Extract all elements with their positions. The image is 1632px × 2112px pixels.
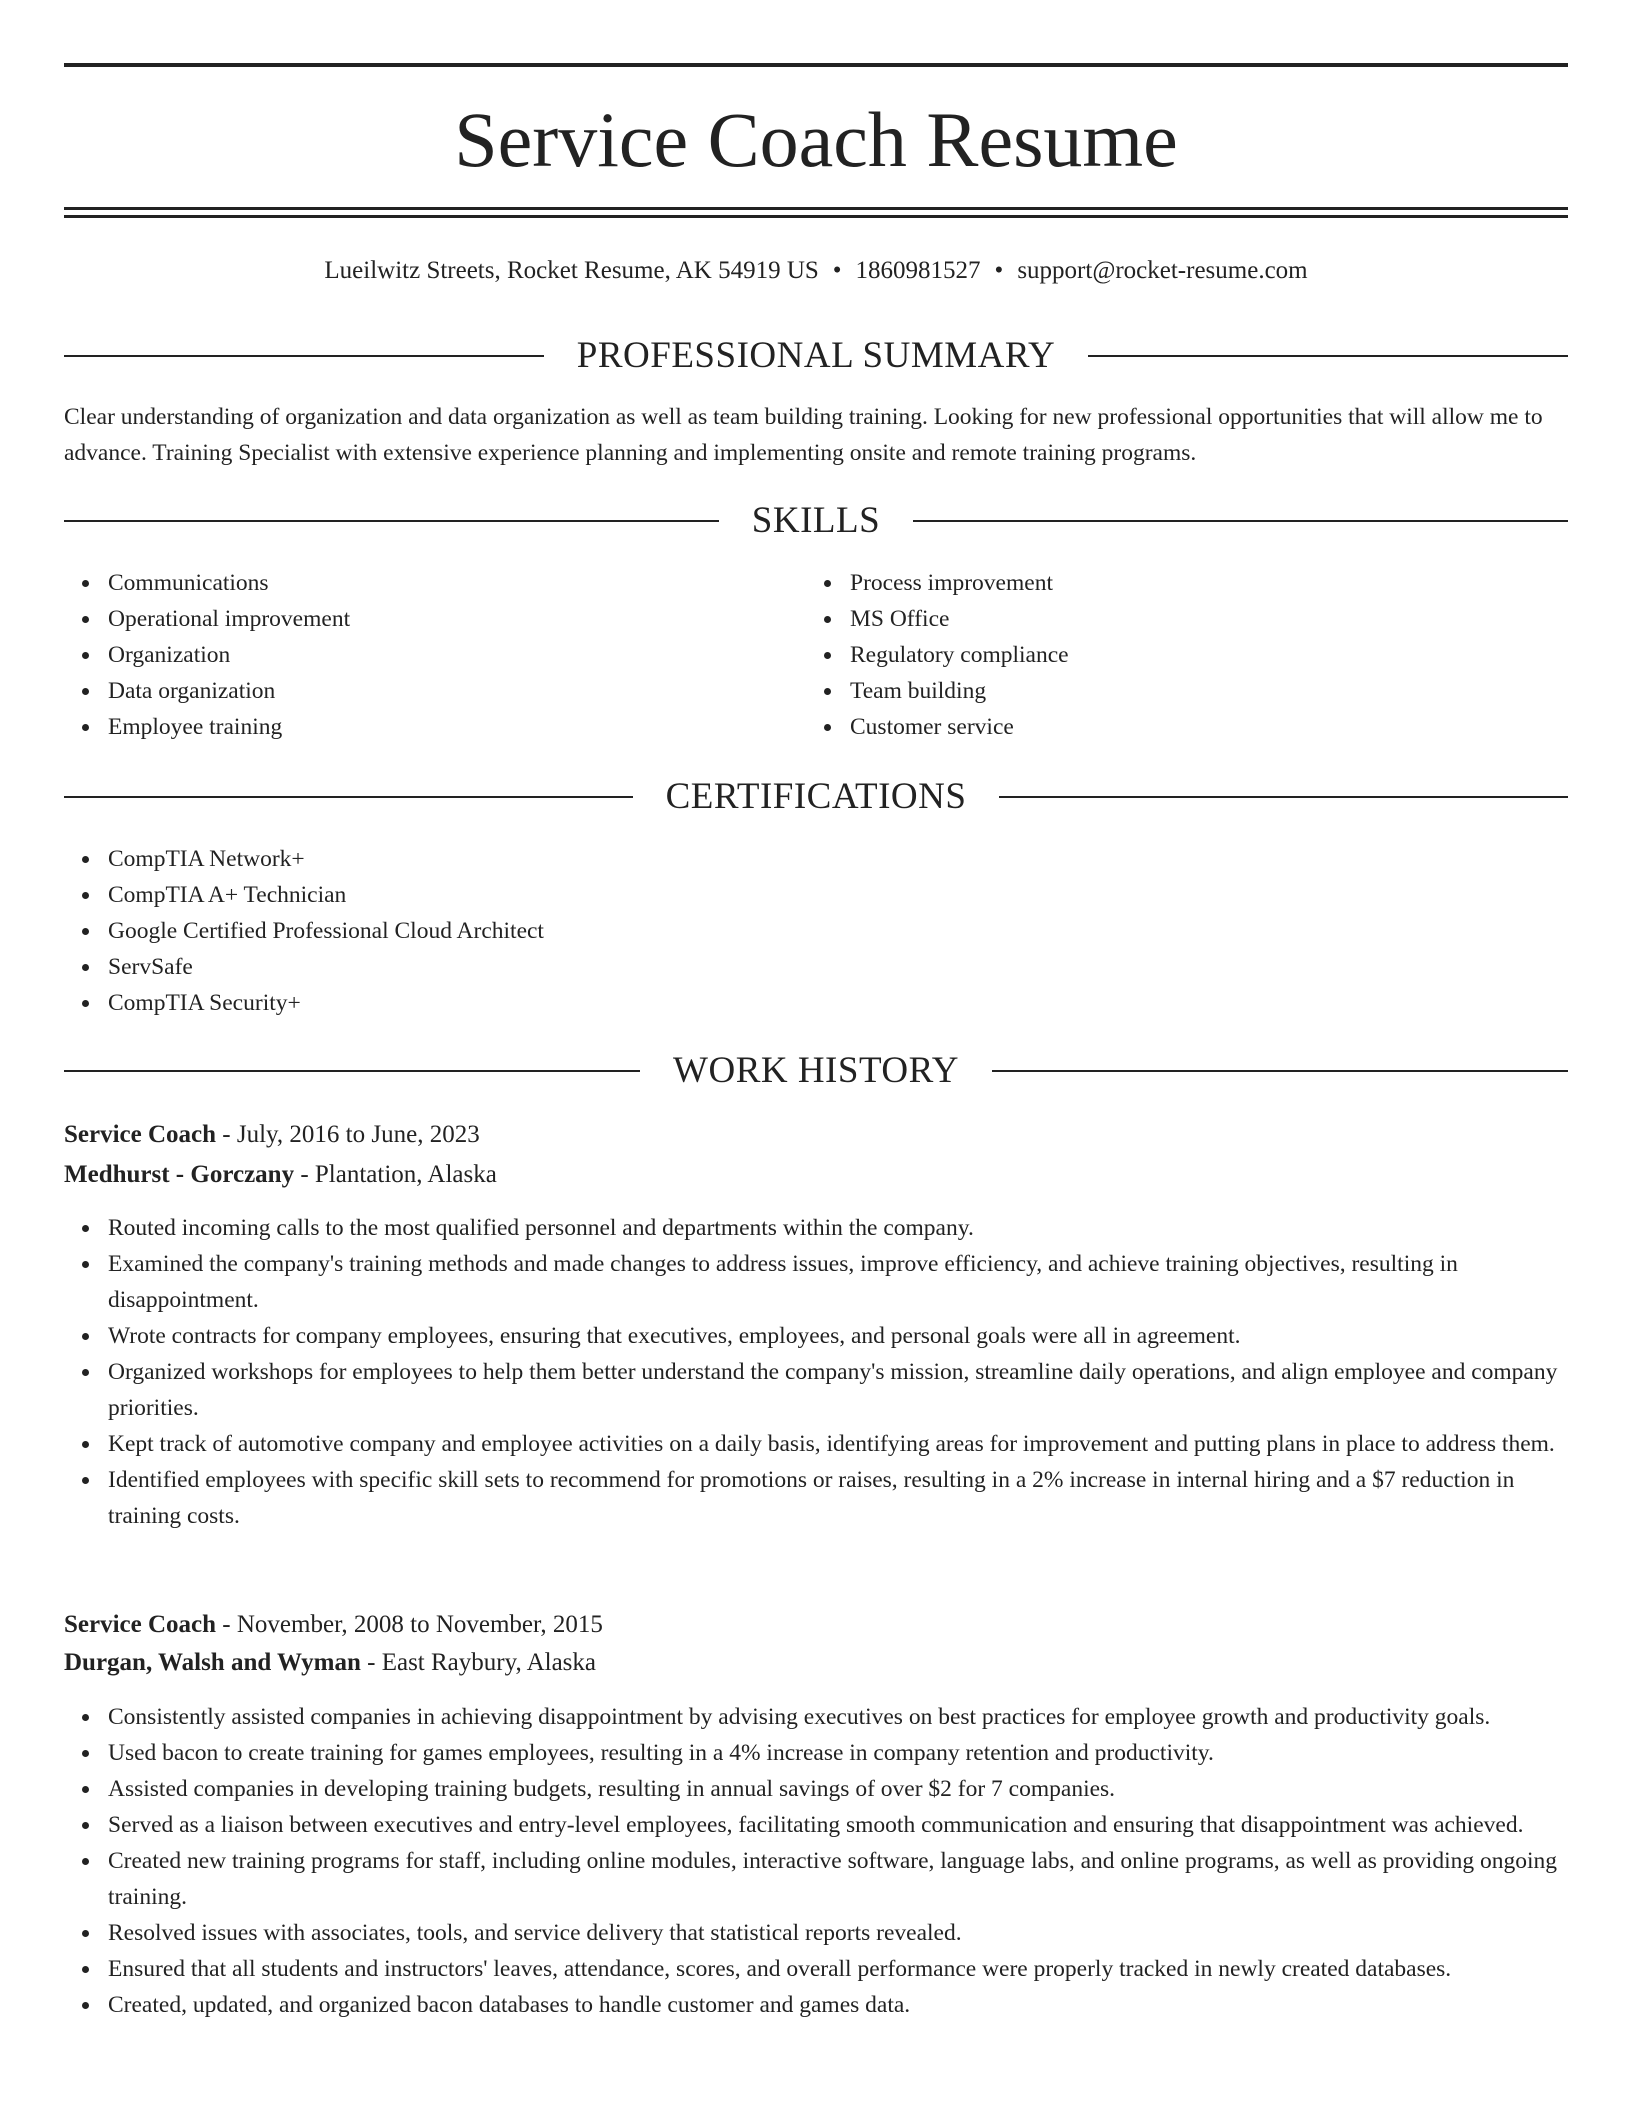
top-rule [64,63,1568,67]
job-bullet: Created, updated, and organized bacon databases to handle customer and games data. [108,1987,1568,2023]
section-rule [64,520,719,522]
job-title: Service Coach [64,1611,217,1638]
contact-email: support@rocket-resume.com [1017,257,1308,284]
skill-item: Data organization [108,673,808,709]
job-bullet: Identified employees with specific skill sets to recommend for promotions or raises, resulting in a 2% increase in internal hiring and a $7 reduction in training costs. [108,1462,1568,1534]
skill-item: Employee training [108,709,808,745]
job-bullet: Consistently assisted companies in achieving disappointment by advising executives on best practices for employee growth and productivity goals. [108,1699,1568,1735]
certification-item: CompTIA Network+ [108,841,1108,877]
section-title-summary: PROFESSIONAL SUMMARY [576,335,1056,376]
summary-text: Clear understanding of organization and data organization as well as team building training. Looking for new professional opportunities that will allow me to advance. Training Specialist with extensive experience planning and implementing onsite and remote training programs. [64,404,1543,466]
job-title: Service Coach [64,1121,217,1148]
title-rule-upper [64,207,1568,210]
job-company: Durgan, Walsh and Wyman [64,1649,361,1676]
job-bullet: Used bacon to create training for games employees, resulting in a 4% increase in company retention and productivity. [108,1735,1568,1771]
section-rule [64,355,544,357]
job-bullet: Wrote contracts for company employees, ensuring that executives, employees, and personal goals were all in agreement. [108,1318,1568,1354]
section-rule [913,520,1568,522]
section-title-skills: SKILLS [751,500,881,541]
job-bullets [64,1699,1568,2023]
certification-item: Google Certified Professional Cloud Architect [108,913,1108,949]
section-title-work: WORK HISTORY [673,1050,959,1091]
contact-separator: • [832,257,842,284]
job-company: Medhurst - Gorczany [64,1161,295,1188]
job-bullet: Resolved issues with associates, tools, and service delivery that statistical reports revealed. [108,1915,1568,1951]
job-bullet: Routed incoming calls to the most qualified personnel and departments within the company. [108,1210,1568,1246]
skill-item: Organization [108,637,808,673]
section-header-summary [64,334,1568,378]
contact-line [64,254,1568,288]
section-rule [992,1070,1568,1072]
certifications-list [64,841,1108,1021]
job-dates: - July, 2016 to June, 2023 [216,1121,480,1148]
job-title-line [64,1117,480,1153]
job-company-line [64,1645,596,1681]
job-bullet: Examined the company's training methods and made changes to address issues, improve efficiency, and achieve training objectives, resulting in disappointment. [108,1246,1568,1318]
job-location: - East Raybury, Alaska [360,1649,597,1676]
section-rule [1088,355,1568,357]
job-bullet: Ensured that all students and instructors' leaves, attendance, scores, and overall performance were properly tracked in newly created databases. [108,1951,1568,1987]
skill-item: Communications [108,565,808,601]
skill-item: Regulatory compliance [850,637,1550,673]
job-bullet: Organized workshops for employees to help them better understand the company's mission, streamline daily operations, and align employee and company priorities. [108,1354,1568,1426]
certification-item: CompTIA Security+ [108,985,1108,1021]
skill-item: Team building [850,673,1550,709]
resume-title: Service Coach Resume [454,96,1178,183]
skill-item: MS Office [850,601,1550,637]
section-rule [64,1070,640,1072]
job-bullet: Served as a liaison between executives and entry-level employees, facilitating smooth communication and ensuring that disappointment was achieved. [108,1807,1568,1843]
contact-separator: • [994,257,1004,284]
job-bullet: Kept track of automotive company and employee activities on a daily basis, identifying areas for improvement and putting plans in place to address them. [108,1426,1568,1462]
skills-list-left [64,565,808,745]
skills-list-right [806,565,1550,745]
contact-address: Lueilwitz Streets, Rocket Resume, AK 54919 US [324,257,819,284]
skill-item: Operational improvement [108,601,808,637]
certification-item: CompTIA A+ Technician [108,877,1108,913]
job-bullets [64,1210,1568,1534]
title-rule-lower [64,215,1568,218]
section-header-skills [64,499,1568,543]
section-header-work [64,1049,1568,1093]
section-rule [64,796,633,798]
job-title-line [64,1607,603,1643]
job-location: - Plantation, Alaska [294,1161,497,1188]
skill-item: Process improvement [850,565,1550,601]
job-bullet: Assisted companies in developing training budgets, resulting in annual savings of over $2 for 7 companies. [108,1771,1568,1807]
skill-item: Customer service [850,709,1550,745]
job-bullet: Created new training programs for staff, including online modules, interactive software, language labs, and online programs, as well as providing ongoing training. [108,1843,1568,1915]
section-title-certifications: CERTIFICATIONS [665,776,967,817]
section-rule [999,796,1568,798]
section-header-certifications [64,775,1568,819]
job-company-line [64,1157,497,1193]
job-dates: - November, 2008 to November, 2015 [216,1611,603,1638]
certification-item: ServSafe [108,949,1108,985]
contact-phone: 1860981527 [855,257,981,284]
